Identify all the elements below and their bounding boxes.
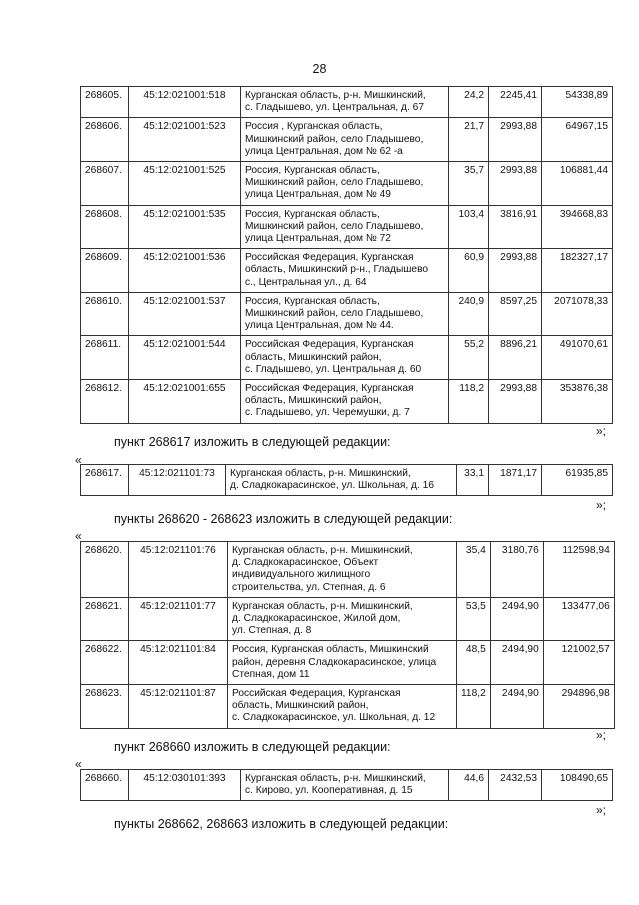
paragraph-instruction: пункты 268620 - 268623 изложить в следующей редакции: — [114, 512, 453, 526]
table-row — [81, 162, 613, 206]
cell-cadastral-number: 45:12:021001:523 — [129, 118, 241, 162]
cell-area: 21,7 — [449, 118, 489, 162]
cell-number: 268607. — [81, 162, 129, 206]
cell-area: 118,2 — [457, 685, 491, 729]
closing-quote: »; — [595, 498, 606, 512]
cell-rate: 2993,88 — [489, 118, 542, 162]
cell-area: 103,4 — [449, 205, 489, 249]
cell-number: 268621. — [81, 597, 129, 641]
cell-area: 48,5 — [457, 641, 491, 685]
cell-cadastral-number: 45:12:021101:87 — [129, 685, 228, 729]
registry-table-2 — [80, 464, 613, 496]
cell-rate: 2494,90 — [490, 597, 543, 641]
closing-quote: »; — [595, 803, 606, 817]
cell-rate: 8896,21 — [489, 336, 542, 380]
cell-area: 240,9 — [449, 292, 489, 336]
cell-cadastral-number: 45:12:021001:518 — [129, 87, 241, 118]
cell-area: 44,6 — [449, 770, 489, 801]
cell-address: Россия, Курганская область, Мишкинский район, село Гладышево, улица Центральная, дом № 72 — [241, 205, 449, 249]
cell-rate: 2993,88 — [489, 249, 542, 293]
cell-area: 35,4 — [457, 542, 491, 598]
cell-rate: 3816,91 — [489, 205, 542, 249]
cell-number: 268611. — [81, 336, 129, 380]
cell-address: Курганская область, р-н. Мишкинский, с. Кирово, ул. Кооперативная, д. 15 — [241, 770, 449, 801]
cell-rate: 8597,25 — [489, 292, 542, 336]
closing-quote: »; — [595, 728, 606, 742]
cell-cadastral-value: 133477,06 — [543, 597, 614, 641]
paragraph-instruction: пункты 268662, 268663 изложить в следующей редакции: — [114, 817, 449, 831]
cell-cadastral-number: 45:12:021001:655 — [129, 380, 241, 424]
cell-rate: 2494,90 — [490, 641, 543, 685]
table-row — [81, 292, 613, 336]
cell-number: 268609. — [81, 249, 129, 293]
cell-rate: 2993,88 — [489, 162, 542, 206]
registry-table-4 — [80, 769, 613, 801]
table-row — [81, 770, 613, 801]
table-row — [81, 205, 613, 249]
closing-quote: »; — [595, 424, 606, 438]
cell-cadastral-value: 54338,89 — [542, 87, 613, 118]
registry-table-1 — [80, 86, 613, 424]
registry-table-3 — [80, 541, 615, 729]
cell-cadastral-value: 106881,44 — [542, 162, 613, 206]
cell-cadastral-value: 112598,94 — [543, 542, 614, 598]
cell-area: 33,1 — [457, 465, 489, 496]
cell-cadastral-value: 491070,61 — [542, 336, 613, 380]
cell-address: Российская Федерация, Курганская область, Мишкинский район, с. Сладкокарасинское, ул. Школьная, д. 12 — [228, 685, 457, 729]
table-row — [81, 249, 613, 293]
cell-area: 55,2 — [449, 336, 489, 380]
opening-quote: « — [75, 453, 82, 467]
paragraph-instruction: пункт 268617 изложить в следующей редакции: — [114, 435, 391, 449]
cell-address: Россия, Курганская область, Мишкинский район, село Гладышево, улица Центральная, дом № 44. — [241, 292, 449, 336]
cell-cadastral-value: 61935,85 — [542, 465, 613, 496]
cell-number: 268606. — [81, 118, 129, 162]
table-row — [81, 641, 615, 685]
cell-cadastral-number: 45:12:021101:76 — [129, 542, 228, 598]
cell-rate: 2494,90 — [490, 685, 543, 729]
table-row — [81, 87, 613, 118]
cell-area: 35,7 — [449, 162, 489, 206]
table-row — [81, 542, 615, 598]
cell-cadastral-number: 45:12:021101:84 — [129, 641, 228, 685]
cell-address: Российская Федерация, Курганская область, Мишкинский район, с. Гладышево, ул. Черемушки, д. 7 — [241, 380, 449, 424]
cell-cadastral-number: 45:12:021001:535 — [129, 205, 241, 249]
cell-cadastral-value: 2071078,33 — [542, 292, 613, 336]
cell-area: 60,9 — [449, 249, 489, 293]
table-row — [81, 685, 615, 729]
cell-cadastral-number: 45:12:021001:536 — [129, 249, 241, 293]
table-row — [81, 118, 613, 162]
cell-cadastral-value: 394668,83 — [542, 205, 613, 249]
opening-quote: « — [75, 529, 82, 543]
cell-cadastral-value: 121002,57 — [543, 641, 614, 685]
cell-number: 268617. — [81, 465, 129, 496]
cell-cadastral-value: 353876,38 — [542, 380, 613, 424]
cell-rate: 3180,76 — [490, 542, 543, 598]
cell-number: 268612. — [81, 380, 129, 424]
cell-number: 268608. — [81, 205, 129, 249]
cell-address: Россия, Курганская область, Мишкинский район, село Гладышево, улица Центральная, дом № 49 — [241, 162, 449, 206]
table-row — [81, 380, 613, 424]
cell-cadastral-value: 294896,98 — [543, 685, 614, 729]
cell-address: Россия, Курганская область, Мишкинский район, деревня Сладкокарасинское, улица Степная, дом 11 — [228, 641, 457, 685]
cell-cadastral-number: 45:12:021101:73 — [129, 465, 226, 496]
cell-cadastral-number: 45:12:030101:393 — [129, 770, 241, 801]
cell-cadastral-value: 108490,65 — [542, 770, 613, 801]
cell-cadastral-value: 182327,17 — [542, 249, 613, 293]
cell-address: Российская Федерация, Курганская область, Мишкинский район, с. Гладышево, ул. Центральная д. 60 — [241, 336, 449, 380]
cell-number: 268620. — [81, 542, 129, 598]
cell-cadastral-value: 64967,15 — [542, 118, 613, 162]
cell-cadastral-number: 45:12:021101:77 — [129, 597, 228, 641]
cell-number: 268622. — [81, 641, 129, 685]
cell-rate: 1871,17 — [489, 465, 542, 496]
opening-quote: « — [75, 757, 82, 771]
cell-address: Курганская область, р-н. Мишкинский, д. Сладкокарасинское, Объект индивидуального жилищного строительства, ул. Степная, д. 6 — [228, 542, 457, 598]
cell-rate: 2245,41 — [489, 87, 542, 118]
cell-address: Курганская область, р-н. Мишкинский, д. Сладкокарасинское, Жилой дом, ул. Степная, д. 8 — [228, 597, 457, 641]
cell-address: Курганская область, р-н. Мишкинский, с. Гладышево, ул. Центральная, д. 67 — [241, 87, 449, 118]
cell-address: Курганская область, р-н. Мишкинский, д. Сладкокарасинское, ул. Школьная, д. 16 — [226, 465, 457, 496]
paragraph-instruction: пункт 268660 изложить в следующей редакции: — [114, 740, 391, 754]
table-row — [81, 465, 613, 496]
cell-area: 118,2 — [449, 380, 489, 424]
cell-rate: 2432,53 — [489, 770, 542, 801]
page-number: 28 — [312, 62, 327, 76]
table-row — [81, 597, 615, 641]
cell-area: 53,5 — [457, 597, 491, 641]
cell-address: Российская Федерация, Курганская область, Мишкинский р-н., Гладышево с., Центральная ул., д. 64 — [241, 249, 449, 293]
cell-number: 268623. — [81, 685, 129, 729]
cell-number: 268660. — [81, 770, 129, 801]
cell-number: 268610. — [81, 292, 129, 336]
cell-cadastral-number: 45:12:021001:525 — [129, 162, 241, 206]
cell-cadastral-number: 45:12:021001:537 — [129, 292, 241, 336]
cell-number: 268605. — [81, 87, 129, 118]
table-row — [81, 336, 613, 380]
cell-rate: 2993,88 — [489, 380, 542, 424]
cell-address: Россия , Курганская область, Мишкинский район, село Гладышево, улица Центральная, дом № 62 -а — [241, 118, 449, 162]
cell-area: 24,2 — [449, 87, 489, 118]
cell-cadastral-number: 45:12:021001:544 — [129, 336, 241, 380]
